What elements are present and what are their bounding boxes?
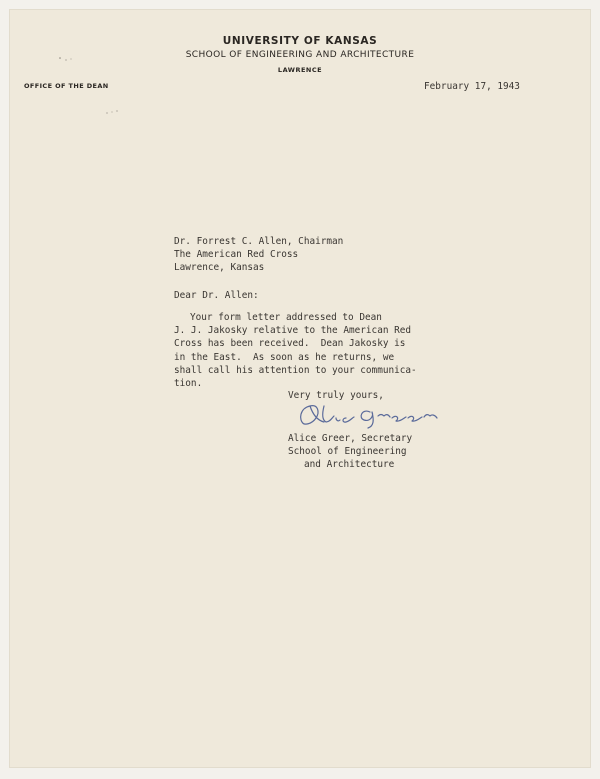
signature-block <box>288 432 412 472</box>
salutation: Dear Dr. Allen: <box>174 290 259 301</box>
letter-body <box>174 311 417 390</box>
signer-name-title: Alice Greer, Secretary <box>288 433 413 444</box>
recipient-address <box>174 235 343 275</box>
recipient-line: The American Red Cross <box>174 249 299 261</box>
recipient-line: Dr. Forrest C. Allen, Chairman <box>174 236 344 247</box>
signer-dept-line: School of Engineering <box>288 446 407 458</box>
handwritten-signature <box>290 398 440 434</box>
letter-date: February 17, 1943 <box>424 81 520 92</box>
closing: Very truly yours, <box>288 390 384 401</box>
body-line: in the East. As soon as he returns, we <box>174 351 395 363</box>
body-line: tion. <box>174 378 203 390</box>
letterhead-office: OFFICE OF THE DEAN <box>24 82 109 90</box>
letterhead-school: SCHOOL OF ENGINEERING AND ARCHITECTURE <box>185 50 415 60</box>
body-line: Your form letter addressed to Dean <box>190 312 382 323</box>
body-line: J. J. Jakosky relative to the American Red <box>174 325 412 337</box>
letterhead-university: UNIVERSITY OF KANSAS <box>222 35 378 47</box>
body-line: shall call his attention to your communica- <box>174 364 417 376</box>
letterhead-city: LAWRENCE <box>277 66 323 74</box>
recipient-line: Lawrence, Kansas <box>174 262 265 274</box>
body-line: Cross has been received. Dean Jakosky is <box>174 338 406 350</box>
signer-dept-line: and Architecture <box>304 459 395 471</box>
